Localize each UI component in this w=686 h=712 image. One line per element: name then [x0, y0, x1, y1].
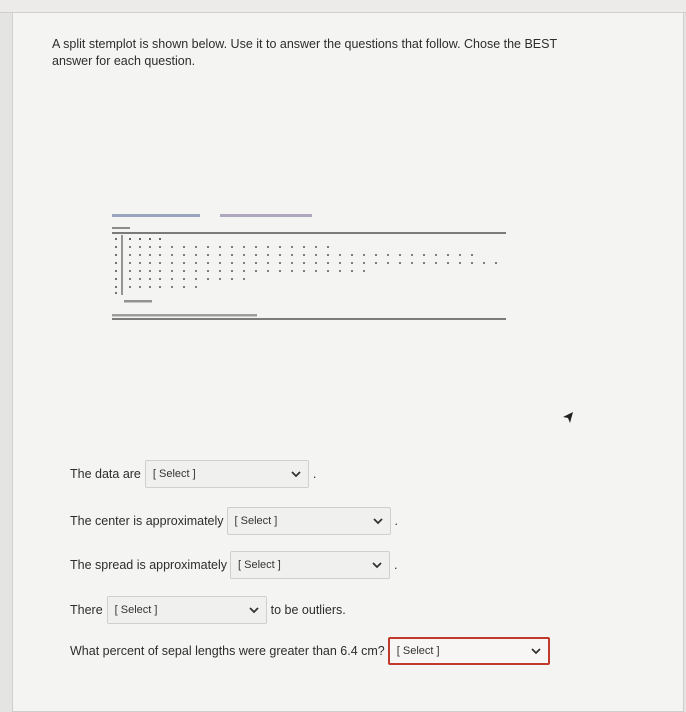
- question-suffix: to be outliers.: [270, 603, 346, 617]
- percent-select[interactable]: [388, 637, 550, 665]
- outliers-select[interactable]: [107, 596, 267, 624]
- spread-select[interactable]: [230, 551, 390, 579]
- chevron-down-icon: [248, 604, 260, 616]
- chevron-down-icon: [530, 645, 542, 657]
- question-center: [70, 507, 398, 535]
- question-data-type: [70, 460, 316, 488]
- select-placeholder: [ Select ]: [234, 515, 278, 527]
- select-placeholder: [ Select ]: [396, 645, 440, 657]
- mouse-cursor-icon: [560, 410, 576, 426]
- select-placeholder: [ Select ]: [152, 468, 196, 480]
- question-spread: [70, 551, 398, 579]
- center-select[interactable]: [227, 507, 391, 535]
- question-prompt: A split stemplot is shown below. Use it to answer the questions that follow. Chose the BEST answer for each question.: [52, 37, 557, 68]
- chevron-down-icon: [371, 559, 383, 571]
- question-text: There: [70, 603, 103, 617]
- stemplot-image: [100, 205, 510, 335]
- question-outliers: [70, 596, 346, 624]
- chevron-down-icon: [372, 515, 384, 527]
- select-placeholder: [ Select ]: [238, 559, 281, 571]
- question-text: The center is approximately: [70, 514, 224, 528]
- question-percent: [70, 637, 550, 665]
- data-type-select[interactable]: [145, 460, 309, 488]
- chevron-down-icon: [290, 468, 302, 480]
- question-suffix: .: [394, 558, 398, 572]
- question-suffix: .: [312, 467, 317, 481]
- question-text: What percent of sepal lengths were greater than 6.4 cm?: [70, 644, 385, 658]
- question-text: The spread is approximately: [70, 558, 228, 572]
- question-suffix: .: [394, 514, 399, 528]
- question-text: The data are: [70, 467, 141, 481]
- select-placeholder: [ Select ]: [114, 604, 158, 616]
